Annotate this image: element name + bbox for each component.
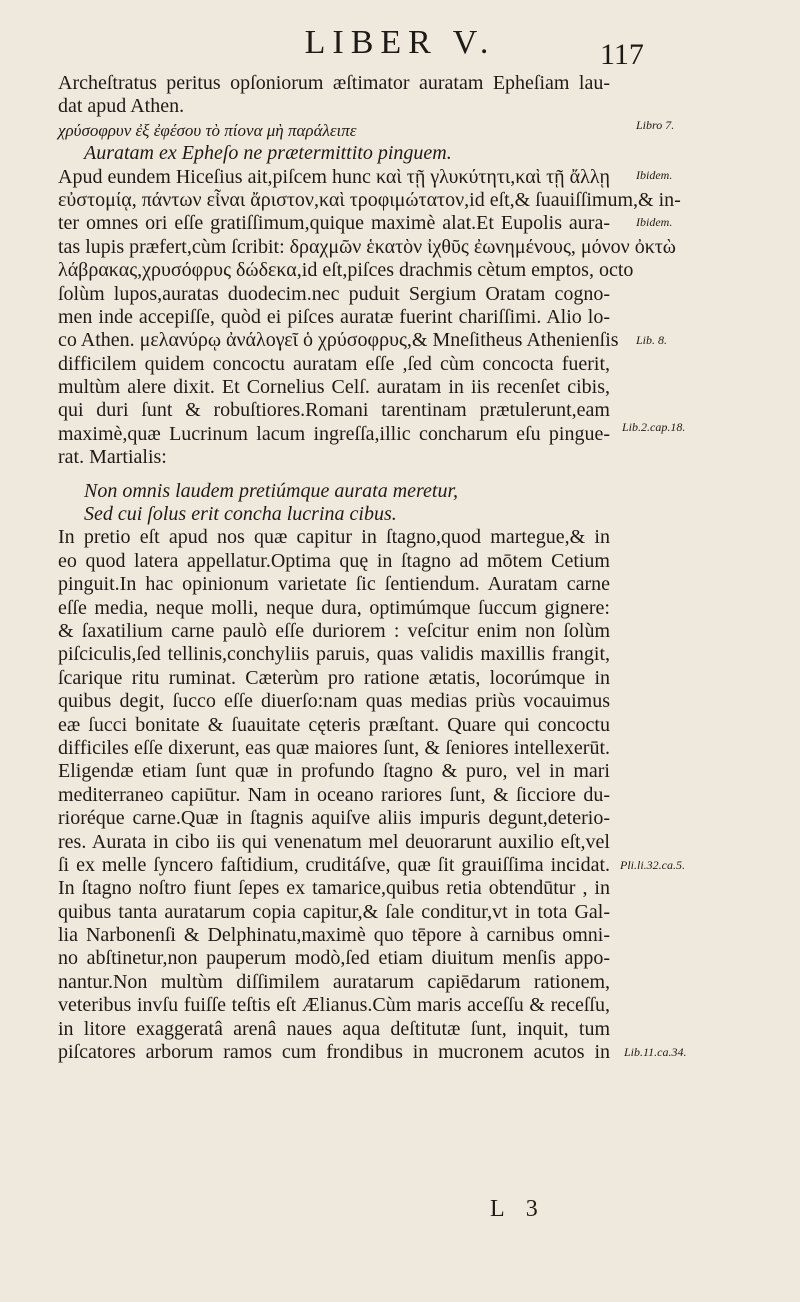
margin-note: Libro 7. xyxy=(636,118,675,132)
text-line: multùm alere dixit. Et Cornelius Celſ. auratam in iis recenſet cibis, xyxy=(58,376,610,399)
text-line: ſi ex melle ſyncero faſtidium, cruditáſve, quæ ſit grauiſſima incidat. xyxy=(58,853,610,876)
text-line: mediterraneo capiūtur. Nam in oceano rariores ſunt, & ſicciore du- xyxy=(58,783,610,806)
text-line: eæ ſucci bonitate & ſuauitate cęteris præſtant. Quare qui concoctu xyxy=(58,713,610,736)
text-line: eo quod latera appellatur.Optima quę in ſtagno ad mōtem Cetium xyxy=(58,549,610,572)
text-line: maximè,quæ Lucrinum lacum ingreſſa,illic concharum eſu pingue- xyxy=(58,422,610,445)
text-line: ſolùm lupos,auratas duodecim.nec puduit Sergium Oratam cogno- xyxy=(58,282,610,305)
text-line: & ſaxatilium carne paulò eſſe duriorem : veſcitur enim non ſolùm xyxy=(58,619,610,642)
text-line: rat. Martialis: xyxy=(58,446,167,469)
page-number: 117 xyxy=(600,38,644,71)
margin-note: Pli.li.32.ca.5. xyxy=(620,858,685,872)
text-line: ſcarique ritu ruminat. Cæterùm pro ratione ætatis, locorúmque in xyxy=(58,666,610,689)
margin-note: Ibidem. xyxy=(636,168,673,182)
margin-note: Lib.11.ca.34. xyxy=(624,1045,687,1059)
text-line: nantur.Non multùm diſſimilem auratarum capiēdarum rationem, xyxy=(58,970,610,993)
text-line: ter omnes ori eſſe gratiſſimum,quique maximè alat.Et Eupolis aura- xyxy=(58,212,610,235)
signature-mark: L 3 xyxy=(490,1196,546,1222)
text-line: quibus degit, ſucco eſſe diuerſo:nam quas medias priùs vocauimus xyxy=(58,690,610,713)
text-line: res. Aurata in cibo iis qui venenatum mel deuorarunt auxilio eſt,vel xyxy=(58,830,610,853)
text-line: In ſtagno noſtro fiunt ſepes ex tamarice,quibus retia obtendūtur , in xyxy=(58,877,610,900)
text-line: λάβρακας,χρυσόφρυς δώδεκα,id eſt,piſces drachmis cètum emptos, octo xyxy=(58,259,634,282)
text-line: In pretio eſt apud nos quæ capitur in ſtagno,quod martegue,& in xyxy=(58,526,610,549)
text-line: piſciculis,ſed tellinis,conchyliis paruis, quas validis maxillis frangit, xyxy=(58,643,610,666)
text-line: χρύσοφρυν ἐξ ἐφέσου τὸ πίονα μὴ παράλειπε xyxy=(58,120,357,140)
text-line: men inde accepiſſe, quòd ei piſces auratæ fuerint chariſſimi. Alio lo- xyxy=(58,305,610,328)
text-line: pinguit.In hac opinionum varietate ſic ſentiendum. Auratam carne xyxy=(58,573,610,596)
text-line: tas lupis præfert,cùm ſcribit: δραχμῶν ἑκατὸν ἰχθῦς ἐωνημένους, μόνον ὀκτὼ xyxy=(58,235,676,258)
margin-note: Ibidem. xyxy=(636,215,673,229)
text-line: rioréque carne.Quæ in ſtagnis aquiſve aliis impuris degunt,deterio- xyxy=(58,807,610,830)
text-line: εὐστομίᾳ, πάντων εἶναι ἄριστον,καὶ τροφιμώτατον,id eſt,& ſuauiſſimum,& in- xyxy=(58,188,681,211)
text-line: difficiles eſſe dixerunt, eas quæ maiores ſunt, & ſeniores intellexerūt. xyxy=(58,736,610,759)
text-line xyxy=(58,470,610,480)
text-line: Non omnis laudem pretiúmque aurata meretur, xyxy=(84,479,459,502)
text-line: qui duri ſunt & robuſtiores.Romani tarentinam prætulerunt,eam xyxy=(58,399,610,422)
text-line: quibus tanta auratarum copia capitur,& ſale conditur,vt in tota Gal- xyxy=(58,900,610,923)
text-line: piſcatores arborum ramos cum frondibus in mucronem acutos in xyxy=(58,1041,610,1064)
text-line: Eligendæ etiam ſunt quæ in profundo ſtagno & puro, vel in mari xyxy=(58,760,610,783)
text-line: dat apud Athen. xyxy=(58,95,185,118)
text-line: lia Narbonenſi & Delphinatu,maximè quo tēpore à carnibus omni- xyxy=(58,924,610,947)
text-line: Auratam ex Epheſo ne prætermittito pinguem. xyxy=(84,142,452,165)
margin-note: Lib.2.cap.18. xyxy=(622,420,686,434)
text-line: in litore exaggeratâ arenâ naues aqua deſtitutæ ſunt, inquit, tum xyxy=(58,1017,610,1040)
text-line: eſſe media, neque molli, neque dura, optimúmque ſuccum gignere: xyxy=(58,596,610,619)
text-line: co Athen. μελανύρῳ ἀνάλογεῖ ὁ χρύσοφρυς,& Mneſitheus Athenienſis xyxy=(58,329,619,352)
text-line: Apud eundem Hiceſius ait,piſcem hunc καὶ τῇ γλυκύτητι,καὶ τῇ ἄλλῃ xyxy=(58,165,610,188)
margin-note: Lib. 8. xyxy=(636,333,668,347)
text-line: Sed cui ſolus erit concha lucrina cibus. xyxy=(84,503,397,526)
text-line: veteribus invſu fuiſſe teſtis eſt Ælianus.Cùm maris acceſſu & receſſu, xyxy=(58,994,610,1017)
text-line: difficilem quidem concoctu auratam eſſe ,ſed cùm concocta fuerit, xyxy=(58,352,610,375)
text-line: Archeſtratus peritus opſoniorum æſtimator auratam Epheſiam lau- xyxy=(58,72,610,94)
running-header: LIBER V. xyxy=(304,24,496,61)
text-line: no abſtinetur,non pauperum modò,ſed etiam diuitum menſis appo- xyxy=(58,947,610,970)
